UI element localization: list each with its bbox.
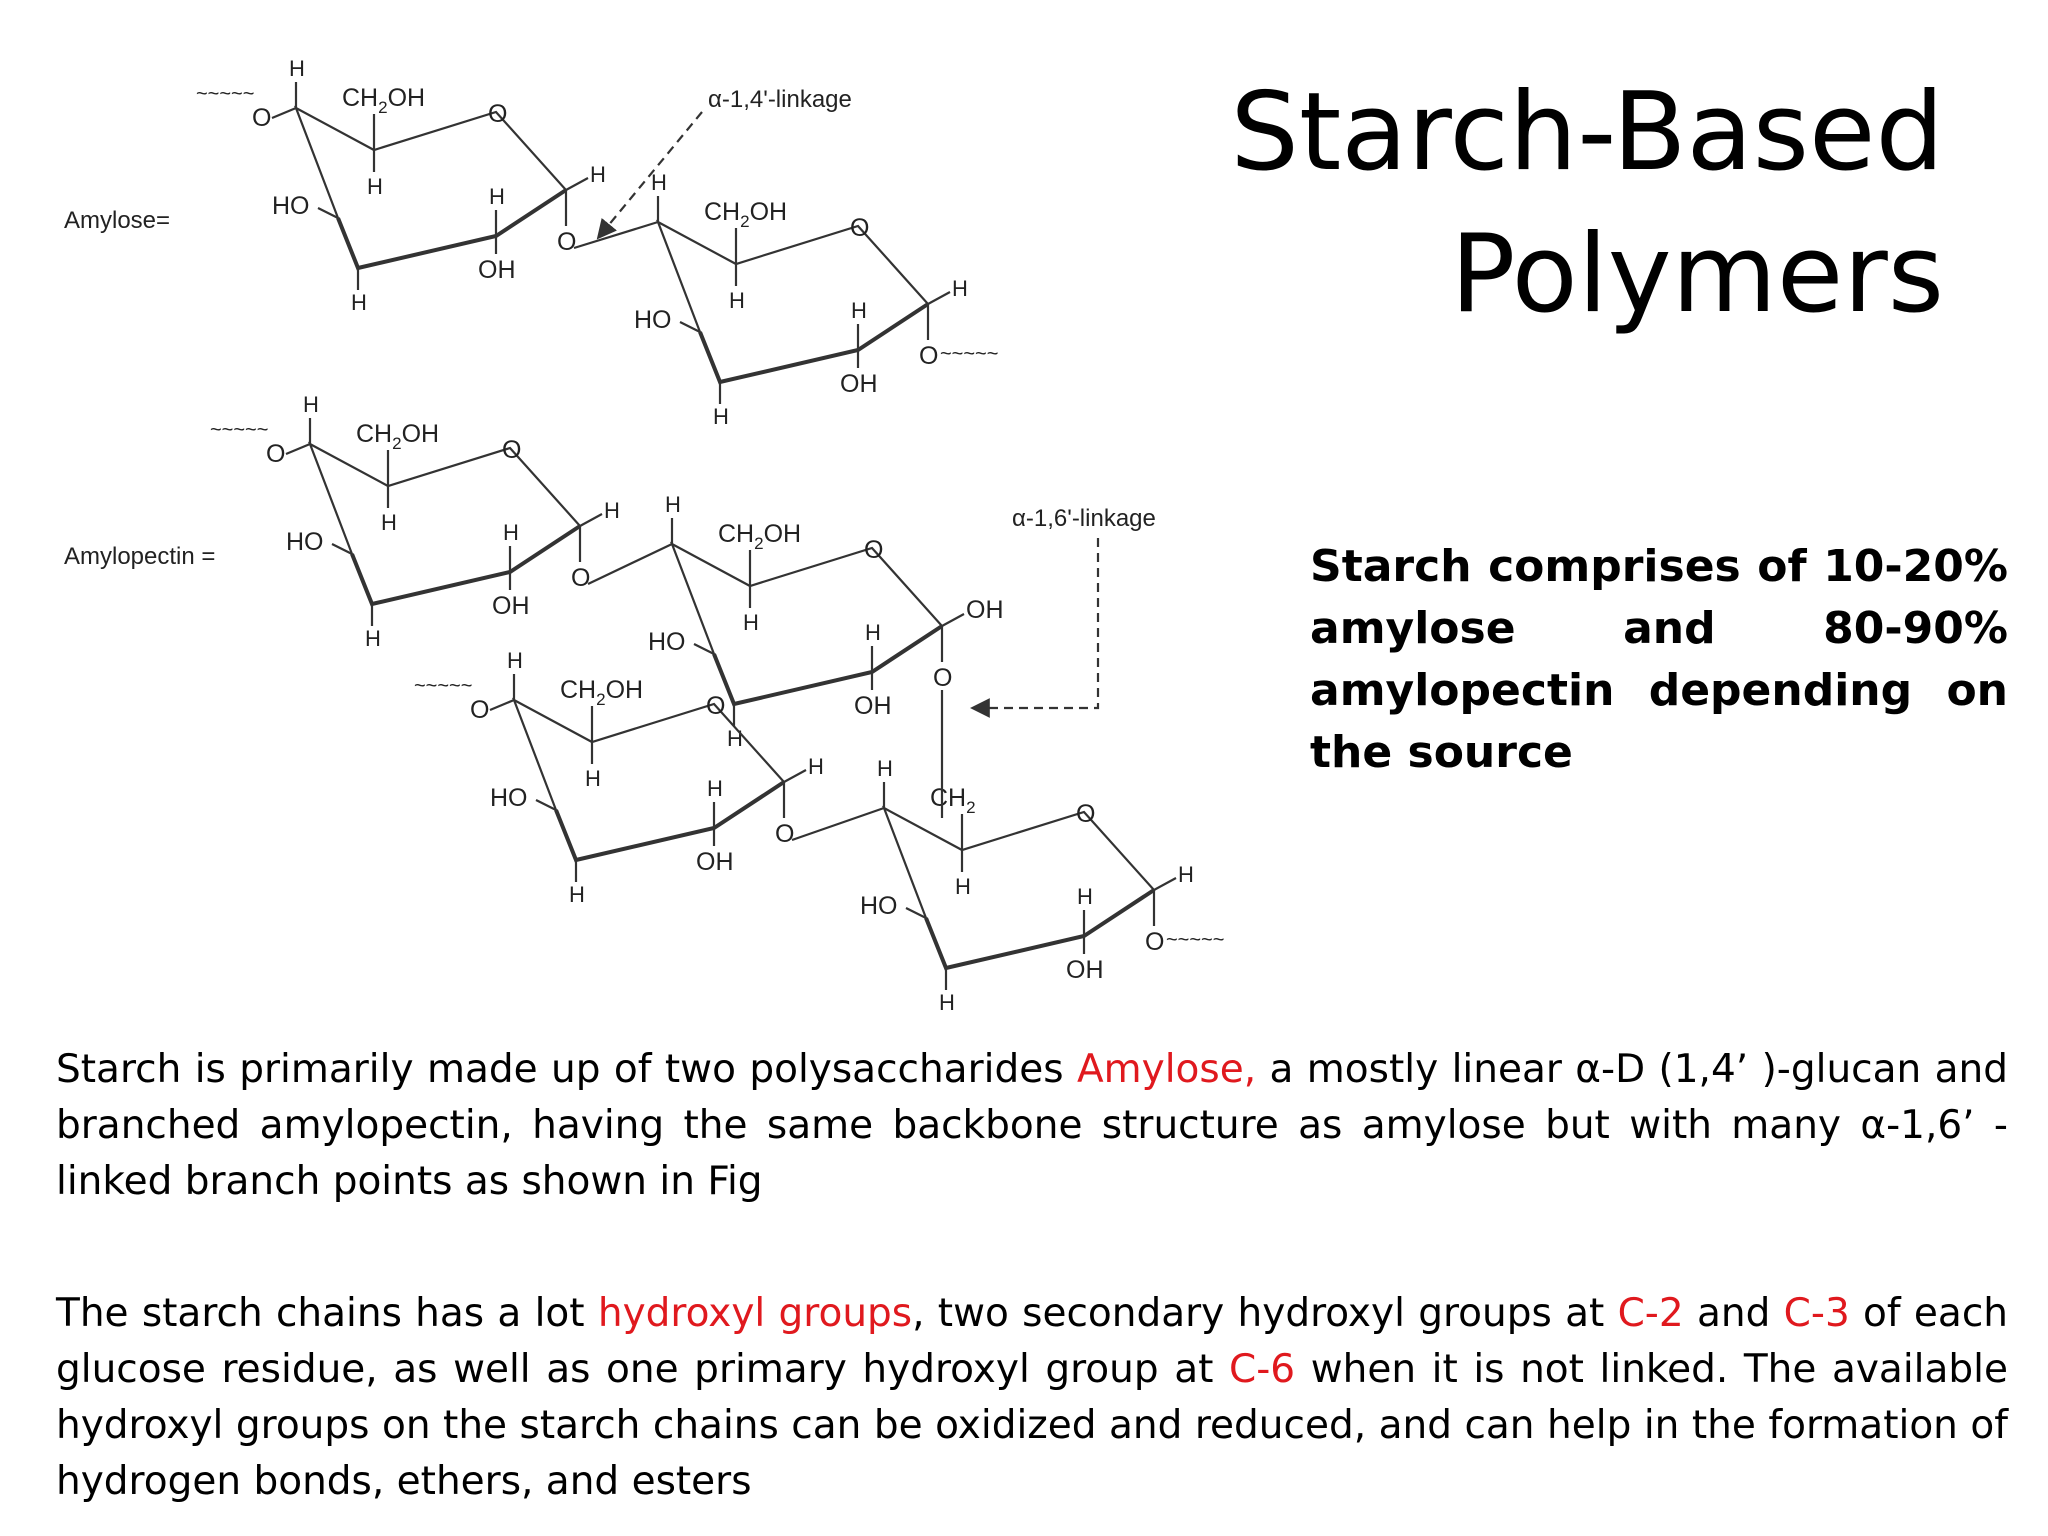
incoming-bond [286, 444, 310, 454]
paragraph-hydroxyl-groups [56, 1286, 2008, 1510]
hydroxyl-groups-highlight: hydroxyl groups [597, 1291, 913, 1336]
c6-highlight: C-6 [1229, 1347, 1296, 1392]
para2-text-2: , two secondary hydroxyl groups at [912, 1291, 1618, 1336]
paragraph-starch-composition [56, 1042, 2008, 1210]
glucose-ring-5 [414, 648, 824, 907]
h-atom: H [743, 610, 759, 635]
ch2oh-group: $CH_2OH$ [718, 520, 802, 553]
ch2oh-group: $CH_2OH$ [704, 198, 788, 231]
h-atom: H [939, 990, 955, 1015]
glycosidic-oxygen: O [1145, 928, 1165, 956]
h-atom: H [713, 404, 729, 429]
ring-front-edge [700, 304, 928, 382]
linkage-14-label: α-1,4'-linkage [708, 86, 852, 113]
title-line-1: Starch-Based [1230, 70, 1944, 195]
h-atom: H [877, 756, 893, 781]
ho-group: HO [286, 528, 324, 556]
glycosidic-oxygen: O [775, 820, 795, 848]
ring-outline [672, 544, 942, 704]
h-atom: H [955, 874, 971, 899]
chain-start-tilde: ~~~~~ [210, 419, 269, 441]
glycosidic-bonds [574, 222, 942, 840]
para2-text-5: when it is not linked. The available hydroxyl groups on the starch chains can be oxidized and reduced, and can help in the formation of hydrogen bonds, ethers, and esters [56, 1347, 2008, 1504]
amylopectin-14-bond-1 [588, 544, 672, 584]
glycosidic-oxygen: O [919, 342, 939, 370]
amylopectin-label: Amylopectin = [64, 543, 216, 570]
h-atom: H [303, 392, 319, 417]
h-atom: H [590, 162, 606, 187]
h-atom: H [585, 766, 601, 791]
ring-outline [514, 700, 784, 860]
para2-text-1: The starch chains has a lot [56, 1291, 598, 1336]
ring-oxygen: O [706, 692, 726, 720]
ho-group: HO [272, 192, 310, 220]
h-atom: H [865, 620, 881, 645]
slide-title [1224, 62, 1944, 346]
h-atom: H [489, 184, 505, 209]
ring-front-edge [352, 526, 580, 604]
ch2-group: $CH_2$ [930, 784, 976, 817]
chain-continuation-tilde: ~~~~~ [940, 343, 999, 365]
h-bond-c5 [942, 614, 964, 626]
ch2oh-group: $CH_2OH$ [560, 676, 644, 709]
linkage-16-label: α-1,6'-linkage [1012, 505, 1156, 532]
h-atom: H [604, 498, 620, 523]
para1-text-1: Starch is primarily made up of two polysaccharides [56, 1047, 1077, 1092]
amylopectin-14-bond-2 [792, 808, 884, 840]
glycosidic-oxygen: O [933, 664, 953, 692]
glucose-ring-6 [860, 756, 1224, 1015]
oh-group: OH [1066, 956, 1104, 984]
h-atom: H [503, 520, 519, 545]
h-atom: H [367, 174, 383, 199]
ring-front-edge [926, 890, 1154, 968]
title-line-2: Polymers [1450, 212, 1944, 337]
ch2oh-group: $CH_2OH$ [342, 84, 426, 117]
incoming-oxygen: O [266, 440, 286, 468]
ring-oxygen: O [1076, 800, 1096, 828]
h-atom: H [289, 56, 305, 81]
h-atom: H [365, 626, 381, 651]
h-atom: H [569, 882, 585, 907]
chain-start-tilde: ~~~~~ [196, 83, 255, 105]
ring-front-edge [714, 626, 942, 704]
ring-oxygen: O [864, 536, 884, 564]
ch2oh-group: $CH_2OH$ [356, 420, 440, 453]
h-bond-c5 [566, 178, 588, 190]
amylose-highlight: Amylose, [1076, 1047, 1257, 1092]
glucose-ring-2 [634, 170, 998, 429]
h-atom: H [729, 288, 745, 313]
ring-oxygen: O [488, 100, 508, 128]
glycosidic-oxygen: O [571, 564, 591, 592]
para1-text-2: a mostly linear α-D (1,4’ )-glucan and branched amylopectin, having the same backbone structure as amylose but with many α-1,6’ -linked branch points as shown in Fig [56, 1047, 2008, 1204]
h-atom: H [808, 754, 824, 779]
h-atom: H [381, 510, 397, 535]
ring-front-edge [556, 782, 784, 860]
h-atom: H [651, 170, 667, 195]
c3-highlight: C-3 [1783, 1291, 1850, 1336]
incoming-oxygen: O [252, 104, 272, 132]
h-atom: H [507, 648, 523, 673]
h-atom: H [851, 298, 867, 323]
h-atom: H [351, 290, 367, 315]
glucose-ring-3 [210, 392, 620, 651]
ring-outline [296, 108, 566, 268]
linkage-14-arrow [598, 112, 702, 238]
incoming-bond [272, 108, 296, 118]
glucose-ring-1 [196, 56, 606, 315]
para2-text-3: and [1683, 1291, 1784, 1336]
glucose-ring-4 [648, 492, 1004, 751]
para2-text-4: of each glucose residue, as well as one primary hydroxyl group at [56, 1291, 2008, 1392]
ring-outline [658, 222, 928, 382]
h-atom: H [727, 726, 743, 751]
h-bond-c5 [784, 770, 806, 782]
ho-group: HO [648, 628, 686, 656]
oh-group: OH [696, 848, 734, 876]
h-atom: H [1077, 884, 1093, 909]
chain-continuation-tilde: ~~~~~ [1166, 929, 1225, 951]
starch-structure-figure [40, 40, 1280, 1015]
incoming-oxygen: O [470, 696, 490, 724]
ring-outline [884, 808, 1154, 968]
oh-group: OH [478, 256, 516, 284]
c2-highlight: C-2 [1617, 1291, 1684, 1336]
anomeric-oh-group: OH [966, 596, 1004, 624]
glycosidic-oxygen: O [557, 228, 577, 256]
h-bond-c5 [1154, 878, 1176, 890]
ho-group: HO [490, 784, 528, 812]
glucose-rings [196, 56, 1224, 1015]
h-bond-c5 [928, 292, 950, 304]
oh-group: OH [840, 370, 878, 398]
chain-start-tilde: ~~~~~ [414, 675, 473, 697]
ho-group: HO [860, 892, 898, 920]
h-atom: H [707, 776, 723, 801]
ring-oxygen: O [502, 436, 522, 464]
h-bond-c5 [580, 514, 602, 526]
h-atom: H [665, 492, 681, 517]
ring-oxygen: O [850, 214, 870, 242]
oh-group: OH [854, 692, 892, 720]
ring-outline [310, 444, 580, 604]
incoming-bond [490, 700, 514, 710]
amylose-14-bond [574, 222, 658, 248]
h-atom: H [1178, 862, 1194, 887]
ring-front-edge [338, 190, 566, 268]
starch-composition-note: Starch comprises of 10-20% amylose and 80-90% amylopectin depending on the source [1310, 541, 2008, 778]
ho-group: HO [634, 306, 672, 334]
amylose-label: Amylose= [64, 207, 171, 234]
oh-group: OH [492, 592, 530, 620]
h-atom: H [952, 276, 968, 301]
